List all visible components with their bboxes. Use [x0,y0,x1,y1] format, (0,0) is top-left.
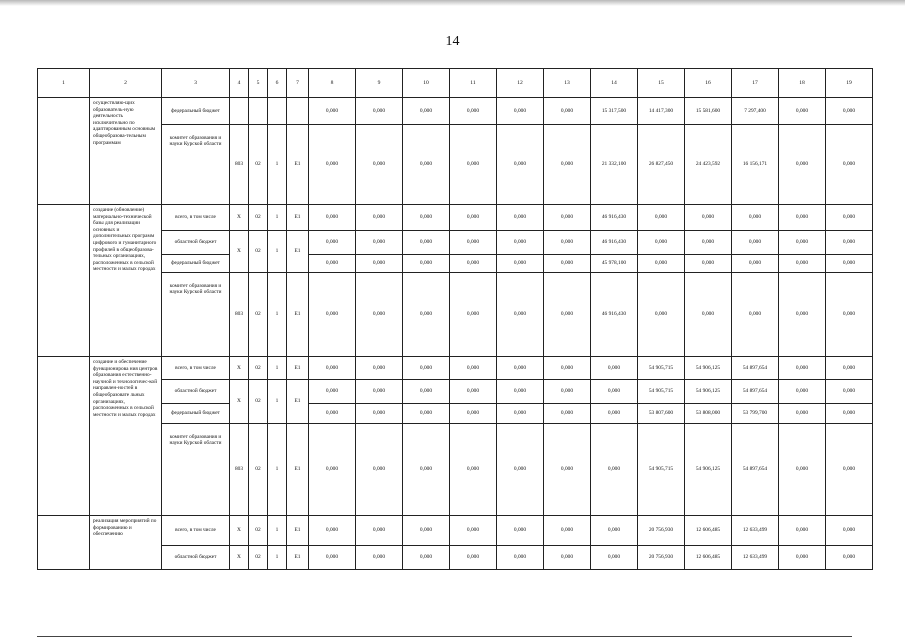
amount-cell: 0,000 [450,404,497,424]
amount-cell: 0,000 [497,125,544,205]
amount-cell: 0,000 [732,255,779,273]
amount-cell: 0,000 [403,404,450,424]
amount-cell: 0,000 [309,231,356,255]
grbs-code: Х [230,205,249,231]
section-code: 02 [249,231,268,273]
grbs-code: Х [230,357,249,380]
amount-cell: 7 297,400 [732,98,779,125]
amount-cell: 0,000 [826,125,873,205]
program-code: 1 [268,273,287,357]
amount-cell: 0,000 [450,205,497,231]
project-code: Е1 [287,273,309,357]
grbs-code: 803 [230,125,249,205]
amount-cell: 0,000 [497,98,544,125]
funding-source: федеральный бюджет [162,98,230,125]
amount-cell: 0,000 [544,546,591,570]
amount-cell: 46 916,430 [591,273,638,357]
project-code: Е1 [287,380,309,424]
program-code: 1 [268,205,287,231]
amount-cell: 53 807,600 [638,404,685,424]
amount-cell: 0,000 [779,424,826,516]
amount-cell: 21 332,100 [591,125,638,205]
amount-cell: 0,000 [309,125,356,205]
amount-cell: 0,000 [497,205,544,231]
amount-cell: 0,000 [356,255,403,273]
amount-cell: 0,000 [544,98,591,125]
amount-cell: 0,000 [403,98,450,125]
section-code: 02 [249,424,268,516]
budget-table [37,68,873,570]
amount-cell: 0,000 [356,231,403,255]
amount-cell: 0,000 [497,380,544,404]
funding-source: федеральный бюджет [162,404,230,424]
amount-cell: 0,000 [403,273,450,357]
table-row [38,404,873,424]
amount-cell: 0,000 [309,205,356,231]
amount-cell: 0,000 [685,255,732,273]
amount-cell: 12 606,485 [685,516,732,546]
section-code [249,98,268,125]
amount-cell: 26 827,450 [638,125,685,205]
row-number-cell [38,98,90,205]
amount-cell: 0,000 [309,546,356,570]
grbs-code: Х [230,546,249,570]
amount-cell: 0,000 [309,98,356,125]
amount-cell: 0,000 [450,424,497,516]
grbs-code [230,98,249,125]
funding-source: комитет образования и науки Курской области [162,273,230,357]
amount-cell: 0,000 [544,273,591,357]
project-code: Е1 [287,516,309,546]
column-header: 10 [403,69,450,98]
amount-cell: 0,000 [591,404,638,424]
amount-cell: 46 916,430 [591,231,638,255]
scan-edge-shadow [0,0,905,6]
table-row [38,380,873,404]
amount-cell: 0,000 [356,404,403,424]
column-header: 7 [287,69,309,98]
page-bottom-rule [37,636,852,637]
amount-cell: 0,000 [826,205,873,231]
amount-cell: 0,000 [779,125,826,205]
amount-cell: 0,000 [403,231,450,255]
row-number-cell [38,205,90,357]
amount-cell: 0,000 [638,205,685,231]
table-row [38,424,873,516]
activity-description: реализация мероприятий по формированию и обеспечению [90,516,162,570]
section-code: 02 [249,546,268,570]
amount-cell: 0,000 [356,125,403,205]
section-code: 02 [249,516,268,546]
column-header: 3 [162,69,230,98]
amount-cell: 20 756,930 [638,546,685,570]
amount-cell: 0,000 [826,231,873,255]
amount-cell: 12 633,499 [732,546,779,570]
funding-source: областной бюджет [162,231,230,255]
amount-cell: 0,000 [497,546,544,570]
amount-cell: 0,000 [591,380,638,404]
project-code [287,98,309,125]
project-code: Е1 [287,546,309,570]
column-header: 11 [450,69,497,98]
amount-cell: 0,000 [356,546,403,570]
activity-description: создание и обеспечение функционирова ния центров образования естественно-научной и технологичес-кой направлен-ностей в общеобразовате льных организациях, расположенных в сельской местности и малых городах [90,357,162,516]
amount-cell: 0,000 [732,273,779,357]
column-header: 14 [591,69,638,98]
amount-cell: 15 581,600 [685,98,732,125]
table-row [38,255,873,273]
project-code: Е1 [287,231,309,273]
funding-source: всего, в том числе [162,205,230,231]
amount-cell: 0,000 [403,424,450,516]
column-header: 12 [497,69,544,98]
amount-cell: 0,000 [403,380,450,404]
table-row [38,231,873,255]
column-header: 5 [249,69,268,98]
column-header: 17 [732,69,779,98]
grbs-code: Х [230,231,249,273]
amount-cell: 0,000 [309,424,356,516]
column-header: 9 [356,69,403,98]
column-header: 1 [38,69,90,98]
amount-cell: 0,000 [309,273,356,357]
column-header: 19 [826,69,873,98]
table-row [38,98,873,125]
amount-cell: 0,000 [826,357,873,380]
amount-cell: 0,000 [638,231,685,255]
grbs-code: 803 [230,273,249,357]
amount-cell: 0,000 [497,231,544,255]
amount-cell: 0,000 [450,273,497,357]
amount-cell: 0,000 [638,273,685,357]
amount-cell: 0,000 [591,424,638,516]
amount-cell: 54 905,715 [638,380,685,404]
amount-cell: 54 897,654 [732,357,779,380]
amount-cell: 0,000 [450,98,497,125]
table-row [38,125,873,205]
amount-cell: 0,000 [544,424,591,516]
amount-cell: 0,000 [356,516,403,546]
amount-cell: 15 317,500 [591,98,638,125]
amount-cell: 0,000 [309,357,356,380]
grbs-code: Х [230,516,249,546]
amount-cell: 54 897,654 [732,424,779,516]
amount-cell: 0,000 [826,546,873,570]
amount-cell: 0,000 [403,546,450,570]
column-header: 8 [309,69,356,98]
amount-cell: 0,000 [544,255,591,273]
amount-cell: 0,000 [685,273,732,357]
amount-cell: 0,000 [403,516,450,546]
section-code: 02 [249,380,268,424]
amount-cell: 0,000 [356,424,403,516]
funding-source: всего, в том числе [162,516,230,546]
amount-cell: 0,000 [497,404,544,424]
amount-cell: 0,000 [309,255,356,273]
amount-cell: 53 799,700 [732,404,779,424]
amount-cell: 54 906,125 [685,380,732,404]
amount-cell: 0,000 [544,516,591,546]
amount-cell: 12 606,485 [685,546,732,570]
section-code: 02 [249,205,268,231]
project-code: Е1 [287,205,309,231]
section-code: 02 [249,125,268,205]
amount-cell: 0,000 [826,516,873,546]
amount-cell: 0,000 [544,404,591,424]
amount-cell: 0,000 [544,125,591,205]
amount-cell: 0,000 [309,404,356,424]
section-code: 02 [249,357,268,380]
amount-cell: 0,000 [544,231,591,255]
funding-source: областной бюджет [162,546,230,570]
amount-cell: 0,000 [826,98,873,125]
funding-source: всего, в том числе [162,357,230,380]
amount-cell: 0,000 [497,273,544,357]
program-code: 1 [268,424,287,516]
amount-cell: 0,000 [403,125,450,205]
amount-cell: 0,000 [544,357,591,380]
amount-cell: 0,000 [779,255,826,273]
grbs-code: Х [230,380,249,424]
table-row [38,205,873,231]
amount-cell: 0,000 [544,205,591,231]
column-header: 6 [268,69,287,98]
program-code: 1 [268,380,287,424]
amount-cell: 0,000 [544,380,591,404]
amount-cell: 0,000 [356,205,403,231]
table-row [38,516,873,546]
amount-cell: 0,000 [309,380,356,404]
funding-source: комитет образования и науки Курской области [162,424,230,516]
page-number: 14 [445,34,460,49]
amount-cell: 0,000 [826,273,873,357]
amount-cell: 0,000 [826,255,873,273]
amount-cell: 0,000 [685,205,732,231]
amount-cell: 0,000 [450,255,497,273]
project-code: Е1 [287,125,309,205]
program-code: 1 [268,516,287,546]
funding-source: комитет образования и науки Курской области [162,125,230,205]
amount-cell: 0,000 [356,273,403,357]
amount-cell: 0,000 [497,516,544,546]
program-code: 1 [268,231,287,273]
amount-cell: 0,000 [779,273,826,357]
amount-cell: 0,000 [356,98,403,125]
program-code [268,98,287,125]
program-code: 1 [268,546,287,570]
column-header: 16 [685,69,732,98]
amount-cell: 0,000 [403,255,450,273]
amount-cell: 0,000 [309,516,356,546]
amount-cell: 0,000 [779,380,826,404]
amount-cell: 0,000 [450,546,497,570]
amount-cell: 54 905,715 [638,357,685,380]
amount-cell: 24 423,592 [685,125,732,205]
amount-cell: 54 906,125 [685,424,732,516]
amount-cell: 0,000 [450,125,497,205]
amount-cell: 0,000 [685,231,732,255]
amount-cell: 0,000 [638,255,685,273]
amount-cell: 12 633,499 [732,516,779,546]
amount-cell: 0,000 [779,231,826,255]
funding-source: федеральный бюджет [162,255,230,273]
amount-cell: 0,000 [450,380,497,404]
funding-source: областной бюджет [162,380,230,404]
amount-cell: 0,000 [826,380,873,404]
amount-cell: 0,000 [450,516,497,546]
amount-cell: 0,000 [779,404,826,424]
row-number-cell [38,516,90,570]
amount-cell: 0,000 [403,357,450,380]
amount-cell: 54 906,125 [685,357,732,380]
amount-cell: 0,000 [450,231,497,255]
amount-cell: 46 916,430 [591,205,638,231]
row-number-cell [38,357,90,516]
column-header: 13 [544,69,591,98]
amount-cell: 0,000 [779,546,826,570]
amount-cell: 0,000 [779,205,826,231]
program-code: 1 [268,125,287,205]
project-code: Е1 [287,424,309,516]
table-row [38,357,873,380]
amount-cell: 0,000 [732,205,779,231]
amount-cell: 0,000 [356,380,403,404]
amount-cell: 0,000 [450,357,497,380]
section-code: 02 [249,273,268,357]
activity-description: осуществляю-щих образователь-ную деятельность исключительно по адаптированным основным общеобразова-тельным программам [90,98,162,205]
table-row [38,273,873,357]
program-code: 1 [268,357,287,380]
amount-cell: 53 808,000 [685,404,732,424]
amount-cell: 14 417,300 [638,98,685,125]
project-code: Е1 [287,357,309,380]
amount-cell: 0,000 [779,516,826,546]
amount-cell: 0,000 [826,424,873,516]
amount-cell: 0,000 [826,404,873,424]
grbs-code: 803 [230,424,249,516]
amount-cell: 0,000 [497,424,544,516]
amount-cell: 54 897,654 [732,380,779,404]
amount-cell: 0,000 [591,357,638,380]
amount-cell: 0,000 [591,546,638,570]
activity-description: создание (обновление) материально-технической базы для реализации основных и дополнительных программ цифрового и гуманитарного профилей в общеобразова-тельных организациях, расположенных в сельской местности и малых городах [90,205,162,357]
column-header: 15 [638,69,685,98]
amount-cell: 0,000 [356,357,403,380]
amount-cell: 0,000 [732,231,779,255]
column-number-header [38,69,873,98]
amount-cell: 20 756,930 [638,516,685,546]
column-header: 18 [779,69,826,98]
amount-cell: 0,000 [403,205,450,231]
amount-cell: 16 156,171 [732,125,779,205]
column-header: 4 [230,69,249,98]
amount-cell: 0,000 [497,357,544,380]
amount-cell: 0,000 [497,255,544,273]
amount-cell: 45 978,100 [591,255,638,273]
amount-cell: 54 905,715 [638,424,685,516]
amount-cell: 0,000 [779,357,826,380]
table-row [38,546,873,570]
column-header: 2 [90,69,162,98]
amount-cell: 0,000 [779,98,826,125]
amount-cell: 0,000 [591,516,638,546]
